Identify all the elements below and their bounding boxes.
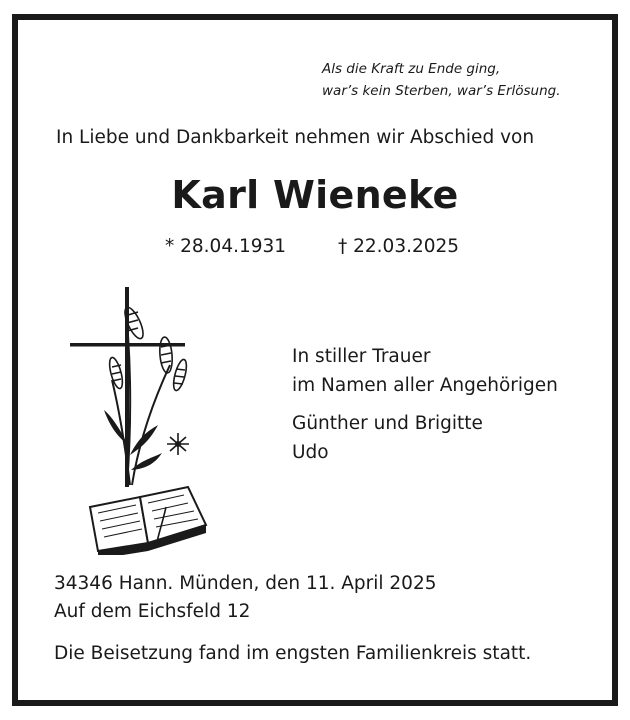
quote-line-2: war’s kein Sterben, war’s Erlösung.: [322, 83, 561, 99]
family-names: [292, 409, 483, 467]
mourning-statement: [292, 342, 558, 400]
family-names-line-2: Udo: [292, 442, 329, 463]
deceased-name: Karl Wieneke: [171, 173, 459, 217]
obituary-card: [12, 14, 618, 706]
death-date: † 22.03.2025: [338, 236, 460, 257]
cross-wheat-bible-icon: [70, 275, 220, 555]
family-names-line-1: Günther und Brigitte: [292, 413, 483, 434]
mourning-line-1: In stiller Trauer: [292, 346, 431, 367]
mourning-line-2: im Namen aller Angehörigen: [292, 375, 558, 396]
birth-date: * 28.04.1931: [165, 236, 287, 257]
street-address: Auf dem Eichsfeld 12: [54, 601, 251, 622]
burial-note: Die Beisetzung fand im engsten Familienkreis statt.: [54, 643, 532, 664]
quote-line-1: Als die Kraft zu Ende ging,: [322, 61, 501, 77]
quote-block: [322, 58, 561, 102]
address-block: [54, 570, 437, 626]
intro-text: In Liebe und Dankbarkeit nehmen wir Abschied von: [56, 127, 535, 148]
city-date: 34346 Hann. Münden, den 11. April 2025: [54, 573, 437, 594]
